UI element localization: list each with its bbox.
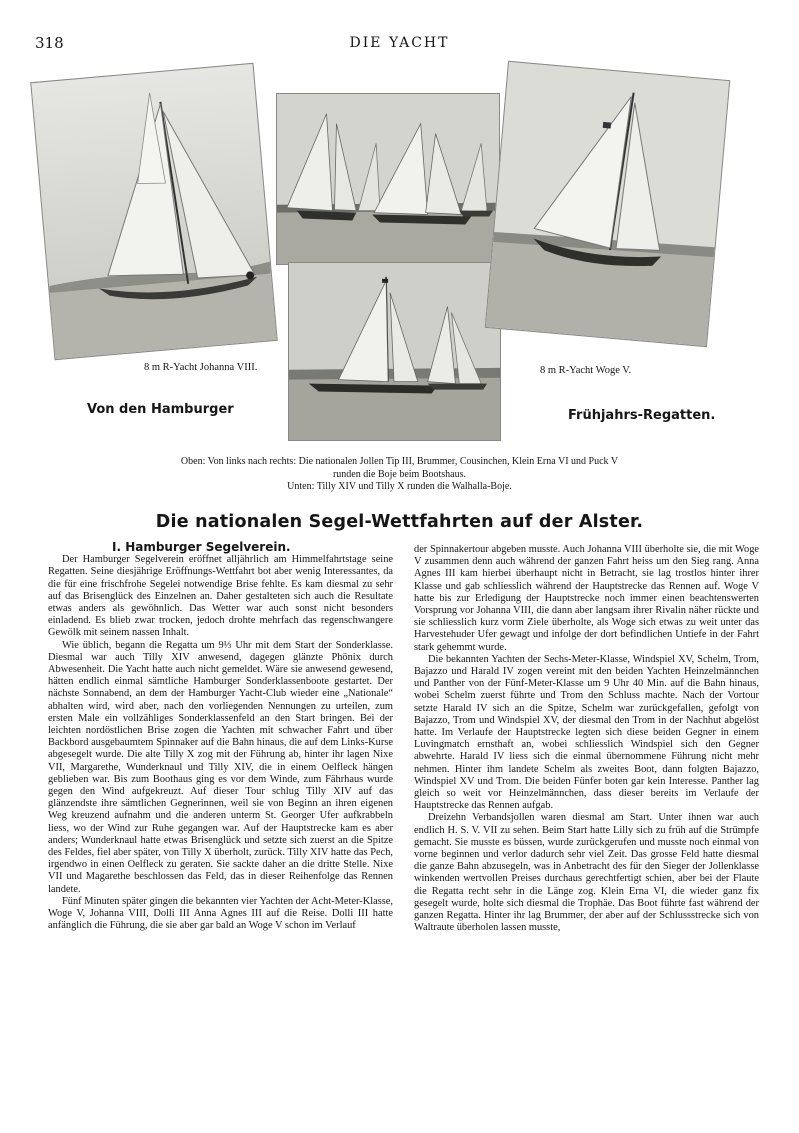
paragraph: Wie üblich, begann die Regatta um 9⅓ Uhr mit dem Start der Sonderklasse. Diesmal war auch Tilly XIV anwesend, dagegen glänzte Phönix durch Abwesenheit. Die Yacht hatte auch nicht gemeldet. Wäre sie anwesend gewesend, hätten endlich einmal sämtliche Hamburger Sonderklassenboote gestartet. Der nächste Sonnabend, an dem der Hamburger Yacht-Club wieder eine „Nationale“ abhalten wird, wird aber, nach den vorliegenden Nennungen zu urteilen, zum ersten Male ein vollzähliges Sonderklassenfeld an den Start bringen. Bei der leichten nordöstlichen Brise zogen die Yachten mit schwacher Fahrt und über Backbord ausgebaumtem Spinnaker auf die Bahn hinaus, die auf dem Links-Kurse abgesegelt wurde. Die alte Tilly X zog mit der Führung ab, hinter ihr lagen Nixe VII, Margarethe, Wunderknaul und Tilly XIV, die in einem Oelfleck hängen geblieben war. Bis zum Boothaus ging es vor dem Winde, zum Fährhaus wurde gegen den Wind aufgekreuzt. Auf dieser Tour schlug Tilly XIV auf das glänzendste ihre sämtlichen Gegnerinnen, weil sie von Beginn an ihren eigenen Weg kreuzend aufnahm und die anderen unterm St. Georger Ufer aufkrabbeln liess, wo der Wind zur Ruhe gegangen war. Auf der Hauptstrecke kam es aber anders; Wunderknaul hatte etwas Brisenglück und setzte sich zuerst an die Spitze des Feldes, fiel aber später, von Tilly X überholt, zurück. Tilly XIV hatte das Pech, irgendwo in einen Oelfleck zu geraten. Sie sackte daher an die dritte Stelle. Nixe VII und Magarethe beschlossen das Feld, das in dieser Reihenfolge das Rennen landete. — [48, 639, 393, 895]
photo-yacht-johanna — [30, 63, 277, 360]
paragraph: Die bekannten Yachten der Sechs-Meter-Klasse, Windspiel XV, Schelm, Trom, Bajazzo und Harald IV zogen vereint mit den beiden Yachten Heinzelmännchen und Panther von der Fünf-Meter-Klasse um 9 Uhr 40 Min. auf die Bahn hinaus, wobei Schelm zuerst führte und Trom den Schluss machte. Nach der Vortour setzte Harald IV sich an die Spitze, Schelm war zurückgefallen, gefolgt von Bajazzo, Trom und Windspiel XV, der diesmal den Trom in der Nachhut abgelöst hatte. Im Verlaufe der Hauptstrecke legten sich diese beiden Gegner in einem Luvingmatch ernsthaft an, wobei schliesslich Windspiel sich den Gegner abwehrte. Harald IV liess sich die einmal übernommene Führung nicht mehr nehmen. Hinter ihm landete Schelm als zweites Boot, dann folgten Bajazzo, Windspiel XV und Trom. Die beiden Fünfer boten gar kein Interesse. Panther lag gleich so weit vor Heinzelmännchen, dass dieser bereits im Verlaufe der Hauptstrecke das Rennen aufgab. — [414, 653, 759, 812]
photo-yacht-woge — [485, 61, 731, 347]
article-headline: Die nationalen Segel-Wettfahrten auf der Alster. — [155, 512, 644, 532]
figure-caption-line: Unten: Tilly XIV und Tilly X runden die Walhalla-Boje. — [287, 481, 512, 492]
paragraph: Fünf Minuten später gingen die bekannten vier Yachten der Acht-Meter-Klasse, Woge V, Johanna VIII, Dolli III Anna Agnes III auf die Reise. Dolli III hatte anfänglich die Führung, die sie aber gar bald an Woge V schon im Verlauf — [48, 895, 393, 932]
article-column-left — [48, 541, 393, 933]
figure-title-right: Frühjahrs-Regatten. — [568, 408, 716, 423]
photo-tilly-rounding-buoy — [288, 262, 501, 441]
caption-johanna: 8 m R-Yacht Johanna VIII. — [144, 362, 258, 373]
caption-woge: 8 m R-Yacht Woge V. — [540, 365, 632, 376]
paragraph: Dreizehn Verbandsjollen waren diesmal am Start. Unter ihnen war auch endlich H. S. V. VII zu sehen. Beim Start hatte Lilly sich zu früh auf die Strümpfe gemacht. Sie musste es büssen, wurde zurückgerufen und musste noch einmal von vorne beginnen und verlor dadurch sehr viel Zeit. Das grosse Feld hatte diesmal die ganze Bahn abzusegeln, was in Anbetracht des für den Sieger der Jollenklasse winkenden wertvollen Preises durchaus gerechtfertigt schien, aber bei der Flaute die Regatta recht sehr in die Länge zog. Klein Erna VI, die wieder ganz fix gesegelt wurde, holte sich diesmal die Trophäe. Das Boot führte fast während der ganzen Regatta. Hinter ihr lag Brummer, der aber auf der Schlussstrecke sich von Waltraute überholen lassen musste, — [414, 812, 759, 934]
article-column-right — [414, 544, 759, 935]
page-number: 318 — [35, 34, 64, 52]
figure-title-left: Von den Hamburger — [87, 402, 234, 417]
running-head: DIE YACHT — [349, 35, 450, 51]
section-heading: I. Hamburger Segelverein. — [112, 540, 291, 554]
paragraph: der Spinnakertour abgeben musste. Auch Johanna VIII überholte sie, die mit Woge V zusammen denn auch während der ganzen Fahrt heiss um den Sieg rang. Anna Agnes III kam hierbei überhaupt nicht in Betracht, sie lag trostlos hinter ihrer Klasse und gab schliesslich während der Hauptstrecke das Rennen auf. Woge V hatte bis zur Erledigung der Hauptstrecke noch immer einen beachtenswerten Vorsprung vor Johanna VIII, die dann aber langsam ihrer Rivalin näher rückte und sie schliesslich kurz vorm Ziele überholte, als Woge sich etwas zu weit unter das Harvestehuder Ufer gewagt und infolge der dort befindlichen Untiefe in der Fahrt stark gehemmt wurde. — [414, 544, 759, 653]
figure-caption — [0, 456, 799, 494]
paragraph: Der Hamburger Segelverein eröffnet alljährlich am Himmelfahrtstage seine Regatten. Seine diesjährige Eröffnungs-Wettfahrt bot aber wenig Interessantes, da die für eine frischfrohe Segelei notwendige Brise fehlte. Es kam diesmal zu sehr auf das Brisenglück des Einzelnen an. Daher gestalteten sich auch die Resultate etwas anders als gewöhnlich. Das Wetter war auch sonst nicht besonders einladend. Es blieb zwar trocken, jedoch drohte mehrfach das regenschwangere Gewölk mit seinem nassen Inhalt. — [48, 554, 393, 639]
photo-jollen-rounding-buoy — [276, 93, 500, 265]
figure-caption-line: Oben: Von links nach rechts: Die nationalen Jollen Tip III, Brummer, Cousinchen, Klein Erna VI und Puck V — [180, 456, 619, 467]
figure-caption-line: runden die Boje beim Bootshaus. — [332, 468, 467, 480]
